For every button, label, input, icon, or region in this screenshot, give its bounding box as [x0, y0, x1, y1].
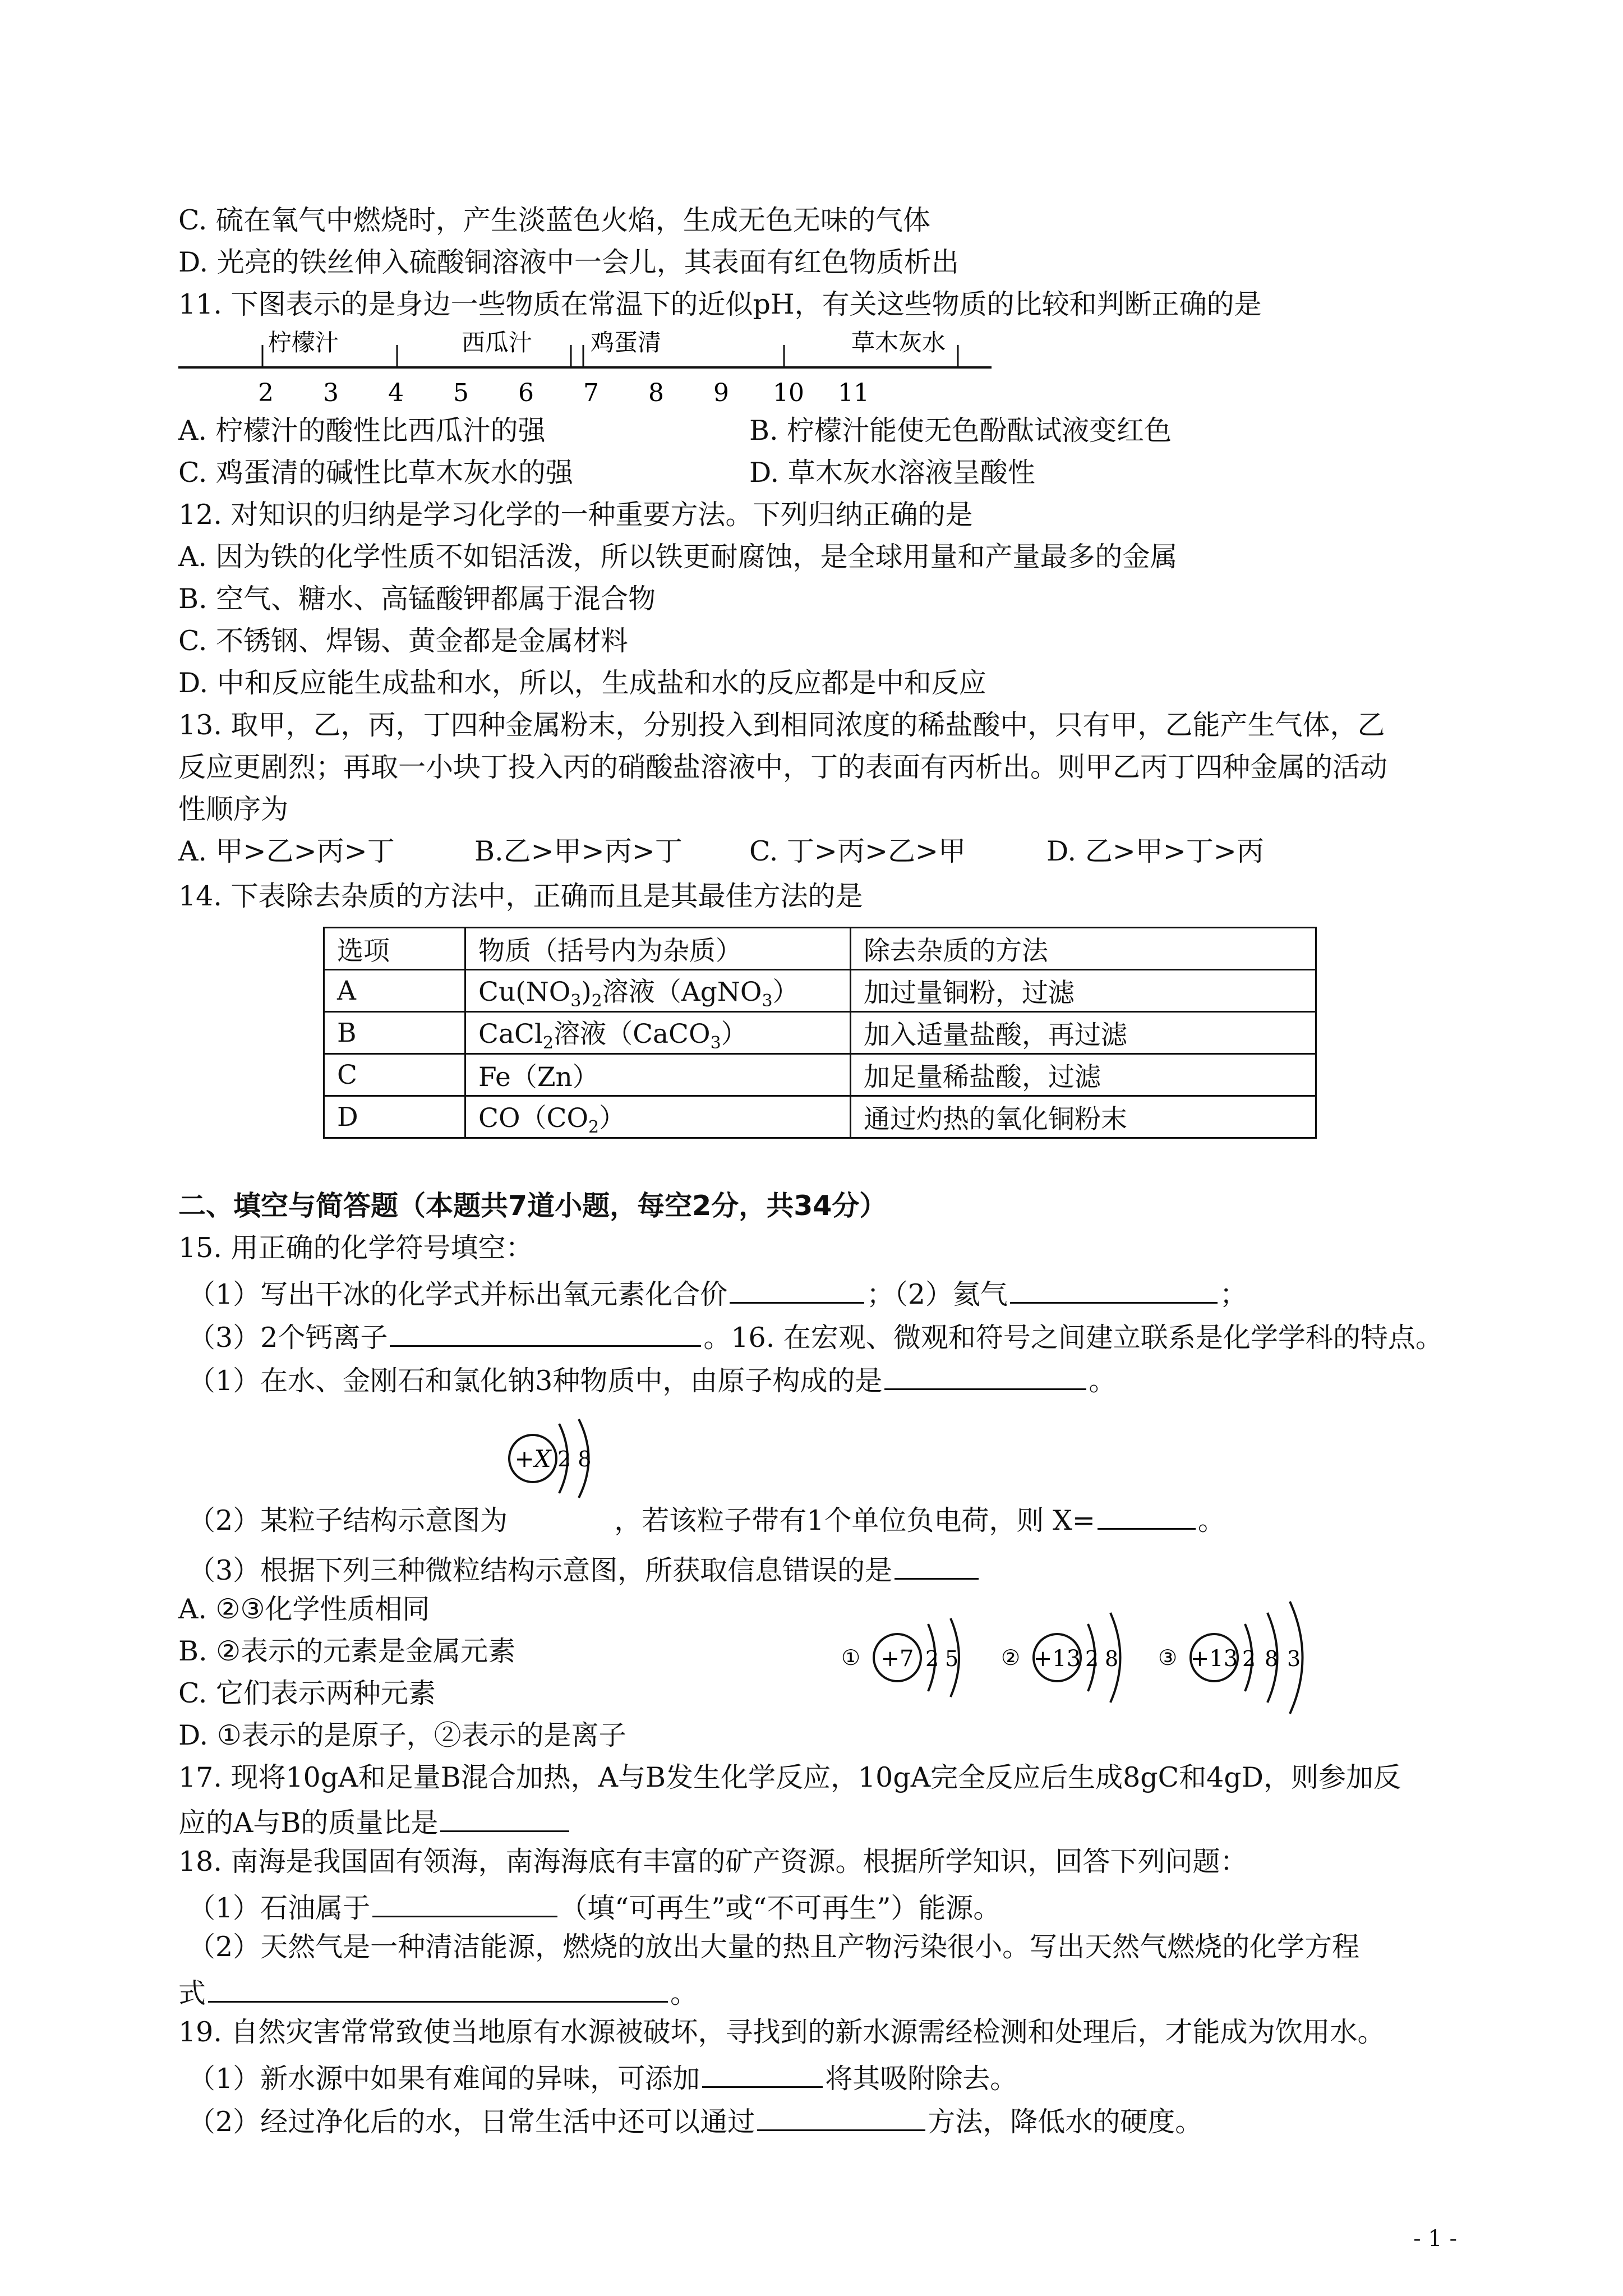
- svg-text:2: 2: [1085, 1646, 1099, 1671]
- ph-tick-label: 10: [773, 379, 804, 407]
- table-row: [324, 1096, 1316, 1138]
- svg-text:8: 8: [1105, 1646, 1119, 1671]
- q12-option-a: A. 因为铁的化学性质不如铝活泼，所以铁更耐腐蚀，是全球用量和产量最多的金属: [178, 541, 1178, 573]
- q13-option-d: D. 乙>甲>丁>丙: [1046, 835, 1264, 867]
- svg-text:2: 2: [1242, 1646, 1256, 1671]
- q15-stem: 15. 用正确的化学符号填空：: [178, 1232, 533, 1264]
- table-cell-method: 通过灼热的氧化铜粉末: [851, 1096, 1316, 1138]
- answer-blank[interactable]: [440, 1806, 569, 1832]
- q12-option-b: B. 空气、糖水、高锰酸钾都属于混合物: [178, 583, 656, 615]
- answer-blank[interactable]: [1010, 1277, 1218, 1304]
- ph-label-egg-white: 鸡蛋清: [591, 329, 662, 356]
- q16-line3: （3）根据下列三种微粒结构示意图，所获取信息错误的是: [188, 1553, 981, 1584]
- q11-option-a: A. 柠檬汁的酸性比西瓜汁的强: [178, 415, 546, 447]
- q16-option-c: C. 它们表示两种元素: [178, 1677, 436, 1709]
- table-header-cell: 除去杂质的方法: [851, 928, 1316, 970]
- table-header-cell: 选项: [324, 928, 465, 970]
- answer-blank[interactable]: [702, 2062, 823, 2088]
- atom-structures-diagram: [841, 1593, 1357, 1728]
- ph-tick-label: 9: [713, 379, 729, 407]
- q17-line2: 应的A与B的质量比是: [178, 1806, 571, 1837]
- table-cell-substance: Fe（Zn）: [465, 1054, 851, 1096]
- q11-option-b: B. 柠檬汁能使无色酚酞试液变红色: [749, 415, 1172, 447]
- ph-tick-label: 2: [258, 379, 274, 407]
- q17-line1: 17. 现将10gA和足量B混合加热，A与B发生化学反应，10gA完全反应后生成8gC和4gD，则参加反: [178, 1761, 1401, 1793]
- q19-stem: 19. 自然灾害常常致使当地原有水源被破坏，寻找到的新水源需经检测和处理后，才能成为饮用水。: [178, 2016, 1385, 2048]
- q13-stem-line1: 13. 取甲，乙，丙，丁四种金属粉末，分别投入到相同浓度的稀盐酸中，只有甲，乙能产生气体，乙: [178, 709, 1385, 741]
- ph-tick-label: 8: [648, 379, 664, 407]
- q16-line1: （1）在水、金刚石和氯化钠3种物质中，由原子构成的是 。: [188, 1365, 1117, 1397]
- section-2-heading: 二、填空与简答题（本题共7道小题，每空2分，共34分）: [178, 1190, 887, 1222]
- q15-line3: （3）2个钙离子 。16. 在宏观、微观和符号之间建立联系是化学学科的特点。: [188, 1322, 1443, 1354]
- q13-option-c: C. 丁>丙>乙>甲: [749, 835, 966, 867]
- q12-option-d: D. 中和反应能生成盐和水，所以，生成盐和水的反应都是中和反应: [178, 667, 986, 699]
- table-row: [324, 970, 1316, 1012]
- atom-2: [1001, 1613, 1121, 1703]
- shell-electrons: 2 8: [557, 1447, 592, 1471]
- ph-tick-label: 5: [453, 379, 469, 407]
- ph-label-plant-ash: 草木灰水: [851, 329, 946, 356]
- table-header-row: [324, 928, 1316, 970]
- table-cell-substance: $CO(CO_2)$: [465, 1096, 851, 1138]
- q19-line1: （1）新水源中如果有难闻的异味，可添加 将其吸附除去。: [188, 2063, 1018, 2095]
- answer-blank[interactable]: [730, 1277, 864, 1304]
- q16-option-a: A. ②③化学性质相同: [178, 1593, 430, 1625]
- answer-blank[interactable]: [884, 1364, 1086, 1390]
- q11-stem: 11. 下图表示的是身边一些物质在常温下的近似pH，有关这些物质的比较和判断正确的是: [178, 288, 1262, 320]
- svg-text:+13: +13: [1033, 1646, 1081, 1672]
- svg-text:②: ②: [1001, 1645, 1021, 1670]
- answer-blank[interactable]: [208, 1976, 668, 2003]
- q13-option-a: A. 甲>乙>丙>丁: [178, 835, 395, 867]
- q10-option-c: C. 硫在氧气中燃烧时，产生淡蓝色火焰，生成无色无味的气体: [178, 204, 930, 236]
- q11-option-d: D. 草木灰水溶液呈酸性: [749, 457, 1035, 489]
- table-row: [324, 1012, 1316, 1054]
- answer-blank[interactable]: [372, 1891, 557, 1917]
- q14-stem: 14. 下表除去杂质的方法中，正确而且是其最佳方法的是: [178, 880, 863, 912]
- answer-blank[interactable]: [390, 1320, 701, 1347]
- page-number: - 1 -: [1413, 2226, 1457, 2252]
- svg-text:8: 8: [1265, 1646, 1279, 1671]
- table-header-cell: 物质（括号内为杂质）: [465, 928, 851, 970]
- svg-text:3: 3: [1287, 1646, 1301, 1671]
- svg-text:+13: +13: [1190, 1646, 1238, 1672]
- q18-stem: 18. 南海是我国固有领海，南海海底有丰富的矿产资源。根据所学知识，回答下列问题：: [178, 1846, 1248, 1878]
- ph-label-watermelon: 西瓜汁: [462, 329, 533, 356]
- svg-text:①: ①: [841, 1645, 861, 1670]
- q13-stem-line2: 反应更剧烈；再取一小块丁投入丙的硝酸盐溶液中，丁的表面有丙析出。则甲乙丙丁四种金属的活动: [178, 751, 1388, 783]
- ph-tick-label: 11: [838, 379, 869, 407]
- q16-line2: （2）某粒子结构示意图为 ，若该粒子带有1个单位负电荷，则 X= 。: [188, 1504, 1225, 1536]
- ph-scale-diagram: [178, 328, 992, 412]
- ph-tick-label: 3: [323, 379, 339, 407]
- table-cell-substance: $Cu(NO_3)_2$溶液（AgNO$_3$）: [465, 970, 851, 1012]
- answer-blank[interactable]: [895, 1553, 979, 1580]
- svg-text:+7: +7: [880, 1646, 914, 1672]
- table-cell-option: C: [324, 1054, 465, 1096]
- table-cell-method: 加足量稀盐酸，过滤: [851, 1054, 1316, 1096]
- table-cell-option: B: [324, 1012, 465, 1054]
- q18-line2: （2）天然气是一种清洁能源，燃烧的放出大量的热且产物污染很小。写出天然气燃烧的化学方程: [188, 1931, 1360, 1963]
- q14-table: [323, 927, 1317, 1139]
- ph-tick-label: 7: [583, 379, 599, 407]
- table-row: [324, 1054, 1316, 1096]
- table-cell-method: 加入适量盐酸，再过滤: [851, 1012, 1316, 1054]
- table-cell-option: A: [324, 970, 465, 1012]
- q18-line2b: 式 。: [178, 1977, 698, 2009]
- q15-line1: （1）写出干冰的化学式并标出氧元素化合价 ；（2）氦气 ；: [188, 1278, 1247, 1310]
- atom-structure-x-icon: [506, 1414, 618, 1526]
- table-cell-option: D: [324, 1096, 465, 1138]
- q18-line1: （1）石油属于 （填“可再生”或“不可再生”）能源。: [188, 1892, 1001, 1924]
- q19-line2: （2）经过净化后的水，日常生活中还可以通过 方法，降低水的硬度。: [188, 2106, 1203, 2138]
- svg-text:5: 5: [945, 1646, 959, 1671]
- table-cell-substance: CaCl$_2$溶液（CaCO$_3$）: [465, 1012, 851, 1054]
- answer-blank[interactable]: [1098, 1503, 1196, 1530]
- atom-3: [1158, 1602, 1303, 1714]
- q16-option-b: B. ②表示的元素是金属元素: [178, 1635, 516, 1667]
- table-cell-method: 加过量铜粉，过滤: [851, 970, 1316, 1012]
- q12-option-c: C. 不锈钢、焊锡、黄金都是金属材料: [178, 625, 628, 657]
- q16-option-d: D. ①表示的是原子，②表示的是离子: [178, 1719, 626, 1751]
- ph-tick-label: 4: [388, 379, 404, 407]
- ph-tick-label: 6: [518, 379, 534, 407]
- q12-stem: 12. 对知识的归纳是学习化学的一种重要方法。下列归纳正确的是: [178, 499, 973, 531]
- answer-blank[interactable]: [757, 2105, 925, 2131]
- svg-text:③: ③: [1158, 1645, 1178, 1670]
- svg-text:2: 2: [925, 1646, 939, 1671]
- q13-option-b: B.乙>甲>丙>丁: [474, 835, 683, 867]
- atom-1: [841, 1618, 959, 1697]
- nucleus-label: +X: [514, 1445, 551, 1473]
- q10-option-d: D. 光亮的铁丝伸入硫酸铜溶液中一会儿，其表面有红色物质析出: [178, 246, 959, 278]
- q11-option-c: C. 鸡蛋清的碱性比草木灰水的强: [178, 457, 573, 489]
- ph-label-lemon: 柠檬汁: [268, 329, 339, 356]
- q13-stem-line3: 性顺序为: [178, 793, 289, 825]
